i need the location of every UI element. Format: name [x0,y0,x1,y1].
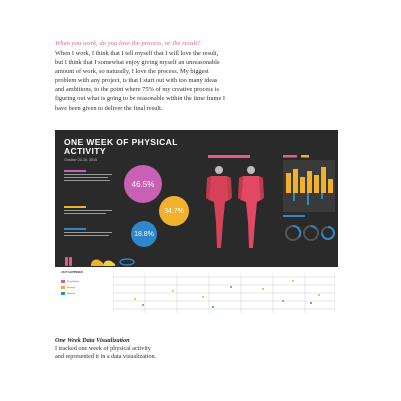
intro-question: When you work, do you love the process, or the result? [55,40,201,47]
intro-text-block [55,40,345,113]
caption-title: One Week Data Visualization [55,337,130,344]
bubble-label: 46.5% [131,179,155,189]
elliptical-bubble [131,221,157,247]
running-bubble [159,196,189,226]
stat-text-running [64,206,114,216]
caption-block [55,337,255,361]
caption-line: and represented it in a data visualization. [55,353,157,360]
infographic-title: ONE WEEK OF PHYSICAL ACTIVITY [64,137,178,156]
workout-gear-icons [63,254,173,268]
timeline-panel [55,267,338,317]
intro-line: amount of work, so naturally, I love the process. My biggest [55,68,209,76]
muscle-anatomy-figures [203,162,273,254]
legend-item: Running [61,286,75,289]
timeline-grid [113,271,335,315]
stat-text-weightlifting [64,170,114,183]
infographic-image [55,130,338,317]
intro-line: and ambitions, to the point where 75% of my creative process is [55,86,219,94]
muscles-worked-header [208,155,250,158]
intro-line: figuring out what is going to be reasonable within the time frame I [55,95,226,103]
infographic-date: October 20-26, 2015 [64,158,97,162]
stat-text-elliptical [64,228,114,238]
bubble-label: 18.8% [134,230,154,238]
bubble-label: 34.7% [164,207,184,215]
intro-line: When I work, I think that I tell myself that I will love the result, [55,50,219,57]
intro-line: have been given to deliver the final result. [55,104,163,112]
caption-line: I tracked one week of physical activity [55,345,151,352]
timeline-title: AS IT HAPPENED [61,271,83,274]
intro-line: but I think that I somewhat enjoy giving myself an unreasonable [55,59,220,67]
intro-line: problem with any project, is that I start out with too many ideas [55,77,218,85]
legend-item: Elliptical [61,292,75,295]
activity-bar-chart [283,155,335,265]
legend-item: Weightlifting [61,280,79,283]
weightlifting-bubble [124,165,162,203]
